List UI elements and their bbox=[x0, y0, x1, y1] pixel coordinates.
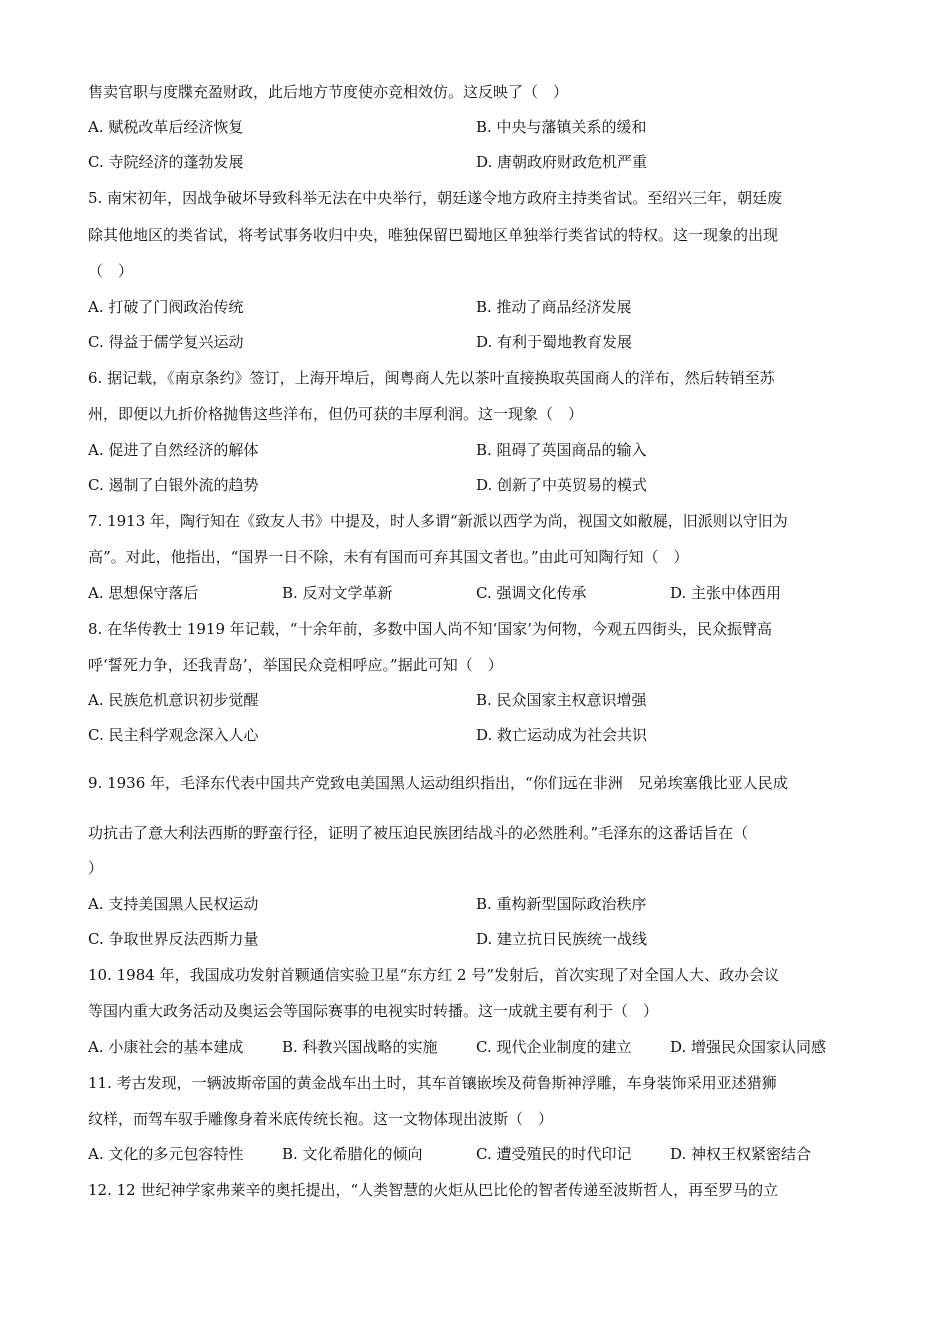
question-7-line-2: 高”。对此，他指出，“国界一日不除，未有有国而可弃其国文者也。”由此可知陶行知（ ） bbox=[88, 548, 689, 566]
question-5-line-1: 5. 南宋初年，因战争破坏导致科举无法在中央举行，朝廷遂令地方政府主持类省试。至绍兴三年，朝廷废 bbox=[88, 189, 783, 207]
question-5-option-b: B. 推动了商品经济发展 bbox=[476, 298, 632, 316]
question-6-option-d: D. 创新了中英贸易的模式 bbox=[476, 476, 648, 494]
question-9-option-d: D. 建立抗日民族统一战线 bbox=[476, 930, 648, 948]
question-9-option-c: C. 争取世界反法西斯力量 bbox=[88, 930, 259, 948]
question-9-line-2: 功抗击了意大利法西斯的野蛮行径，证明了被压迫民族团结战斗的必然胜利。”毛泽东的这番话旨在（ bbox=[88, 824, 749, 842]
question-6-line-1: 6. 据记载，《南京条约》签订，上海开埠后，闽粤商人先以茶叶直接换取英国商人的洋布，然后转销至苏 bbox=[88, 369, 775, 387]
question-7-option-d: D. 主张中体西用 bbox=[670, 584, 782, 602]
question-9-line-1: 9. 1936 年，毛泽东代表中国共产党致电美国黑人运动组织指出，“你们远在非洲 兄弟埃塞俄比亚人民成 bbox=[88, 774, 788, 792]
question-5-option-c: C. 得益于儒学复兴运动 bbox=[88, 333, 244, 351]
question-11-line-2: 纹样，而驾车驭手雕像身着米底传统长袍。这一文物体现出波斯（ ） bbox=[88, 1110, 554, 1128]
question-10-option-c: C. 现代企业制度的建立 bbox=[476, 1038, 632, 1056]
question-8-option-d: D. 救亡运动成为社会共识 bbox=[476, 726, 648, 744]
question-7-option-a: A. 思想保守落后 bbox=[88, 584, 199, 602]
question-5-line-2: 除其他地区的类省试，将考试事务收归中央，唯独保留巴蜀地区单独举行类省试的特权。这一现象的出现 bbox=[88, 226, 779, 244]
question-12-line-1: 12. 12 世纪神学家弗莱辛的奥托提出，“人类智慧的火炬从巴比伦的智者传递至波斯哲人，再至罗马的立 bbox=[88, 1181, 779, 1199]
question-5-option-a: A. 打破了门阀政治传统 bbox=[88, 298, 244, 316]
question-10-line-2: 等国内重大政务活动及奥运会等国际赛事的电视实时转播。这一成就主要有利于（ ） bbox=[88, 1002, 659, 1020]
question-4-option-a: A. 赋税改革后经济恢复 bbox=[88, 118, 244, 136]
question-11-option-d: D. 神权王权紧密结合 bbox=[670, 1145, 812, 1163]
question-7-option-b: B. 反对文学革新 bbox=[282, 584, 393, 602]
question-6-option-c: C. 遏制了白银外流的趋势 bbox=[88, 476, 259, 494]
question-5-option-d: D. 有利于蜀地教育发展 bbox=[476, 333, 633, 351]
question-11-option-a: A. 文化的多元包容特性 bbox=[88, 1145, 244, 1163]
question-8-line-1: 8. 在华传教士 1919 年记载，“十余年前，多数中国人尚不知‘国家’为何物，今观五四街头，民众振臂高 bbox=[88, 620, 772, 638]
question-9-option-b: B. 重构新型国际政治秩序 bbox=[476, 895, 647, 913]
question-6-option-a: A. 促进了自然经济的解体 bbox=[88, 441, 259, 459]
question-10-option-d: D. 增强民众国家认同感 bbox=[670, 1038, 827, 1056]
question-8-line-2: 呼‘誓死力争，还我青岛’，举国民众竞相呼应。”据此可知（ ） bbox=[88, 656, 503, 674]
question-10-option-a: A. 小康社会的基本建成 bbox=[88, 1038, 244, 1056]
question-4-text: 售卖官职与度牒充盈财政，此后地方节度使亦竞相效仿。这反映了（ ） bbox=[88, 83, 569, 101]
question-8-option-a: A. 民族危机意识初步觉醒 bbox=[88, 691, 259, 709]
question-5-line-3: （ ） bbox=[88, 262, 134, 280]
question-10-line-1: 10. 1984 年，我国成功发射首颗通信实验卫星“东方红 2 号”发射后，首次实现了对全国人大、政办会议 bbox=[88, 966, 779, 984]
question-4-option-b: B. 中央与藩镇关系的缓和 bbox=[476, 118, 647, 136]
question-4-option-c: C. 寺院经济的蓬勃发展 bbox=[88, 153, 244, 171]
question-11-option-b: B. 文化希腊化的倾向 bbox=[282, 1145, 423, 1163]
question-10-option-b: B. 科教兴国战略的实施 bbox=[282, 1038, 438, 1056]
question-7-line-1: 7. 1913 年，陶行知在《致友人书》中提及，时人多谓“新派以西学为尚，视国文如敝屣，旧派则以守旧为 bbox=[88, 512, 788, 530]
question-6-line-2: 州，即便以九折价格抛售这些洋布，但仍可获的丰厚利润。这一现象（ ） bbox=[88, 405, 584, 423]
question-9-line-3: ） bbox=[88, 859, 104, 877]
question-11-line-1: 11. 考古发现，一辆波斯帝国的黄金战车出土时，其车首镶嵌埃及荷鲁斯神浮雕，车身装饰采用亚述猎狮 bbox=[88, 1074, 777, 1092]
question-8-option-b: B. 民众国家主权意识增强 bbox=[476, 691, 647, 709]
question-8-option-c: C. 民主科学观念深入人心 bbox=[88, 726, 259, 744]
question-9-option-a: A. 支持美国黑人民权运动 bbox=[88, 895, 259, 913]
question-7-option-c: C. 强调文化传承 bbox=[476, 584, 587, 602]
question-6-option-b: B. 阻碍了英国商品的输入 bbox=[476, 441, 647, 459]
question-4-option-d: D. 唐朝政府财政危机严重 bbox=[476, 153, 648, 171]
question-11-option-c: C. 遭受殖民的时代印记 bbox=[476, 1145, 632, 1163]
